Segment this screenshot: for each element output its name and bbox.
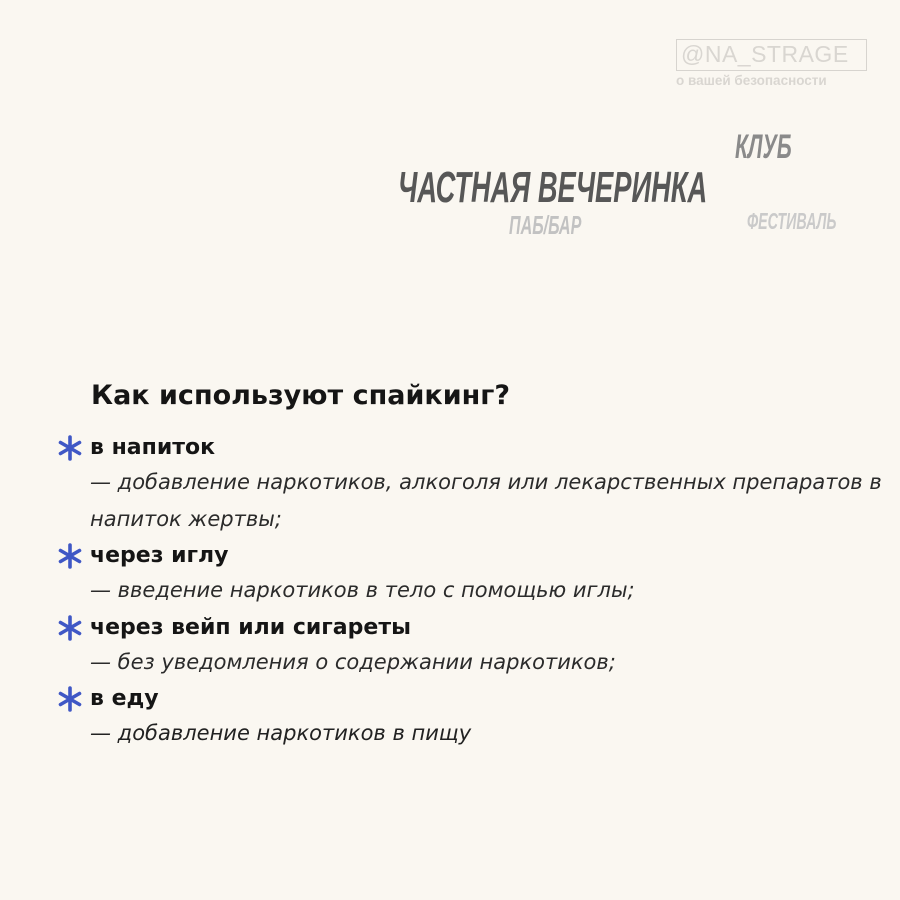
asterisk-icon [55,613,85,643]
asterisk-icon [55,433,85,463]
venue-private-party: ЧАСТНАЯ ВЕЧЕРИНКА [398,163,708,212]
list-item [55,541,875,609]
list-item [55,613,875,681]
list-item [55,433,882,537]
venue-pub-bar: ПАБ/БАР [509,210,582,240]
method-description: — добавление наркотиков, алкоголя или лекарственных препаратов в напиток жертвы; [90,470,882,531]
method-description: — без уведомления о содержании наркотиков; [90,649,616,674]
method-description: — добавление наркотиков в пищу [90,721,472,745]
venue-festival: ФЕСТИВАЛЬ [747,208,837,234]
venue-club: КЛУБ [735,128,792,166]
methods-list [55,433,882,756]
method-description: — введение наркотиков в тело с помощью иглы; [90,578,635,602]
method-title: через иглу [90,543,229,568]
asterisk-icon [55,684,85,714]
method-title: в напиток [90,435,216,460]
watermark [676,39,869,88]
method-title: через вейп или сигареты [90,614,411,640]
method-title: в еду [90,686,159,711]
question-heading: Как используют спайкинг? [91,380,511,411]
list-item [55,684,875,752]
watermark-tagline: о вашей безопасности [676,73,827,88]
watermark-handle: @NA_STRAGE [676,39,867,71]
asterisk-icon [55,541,85,571]
